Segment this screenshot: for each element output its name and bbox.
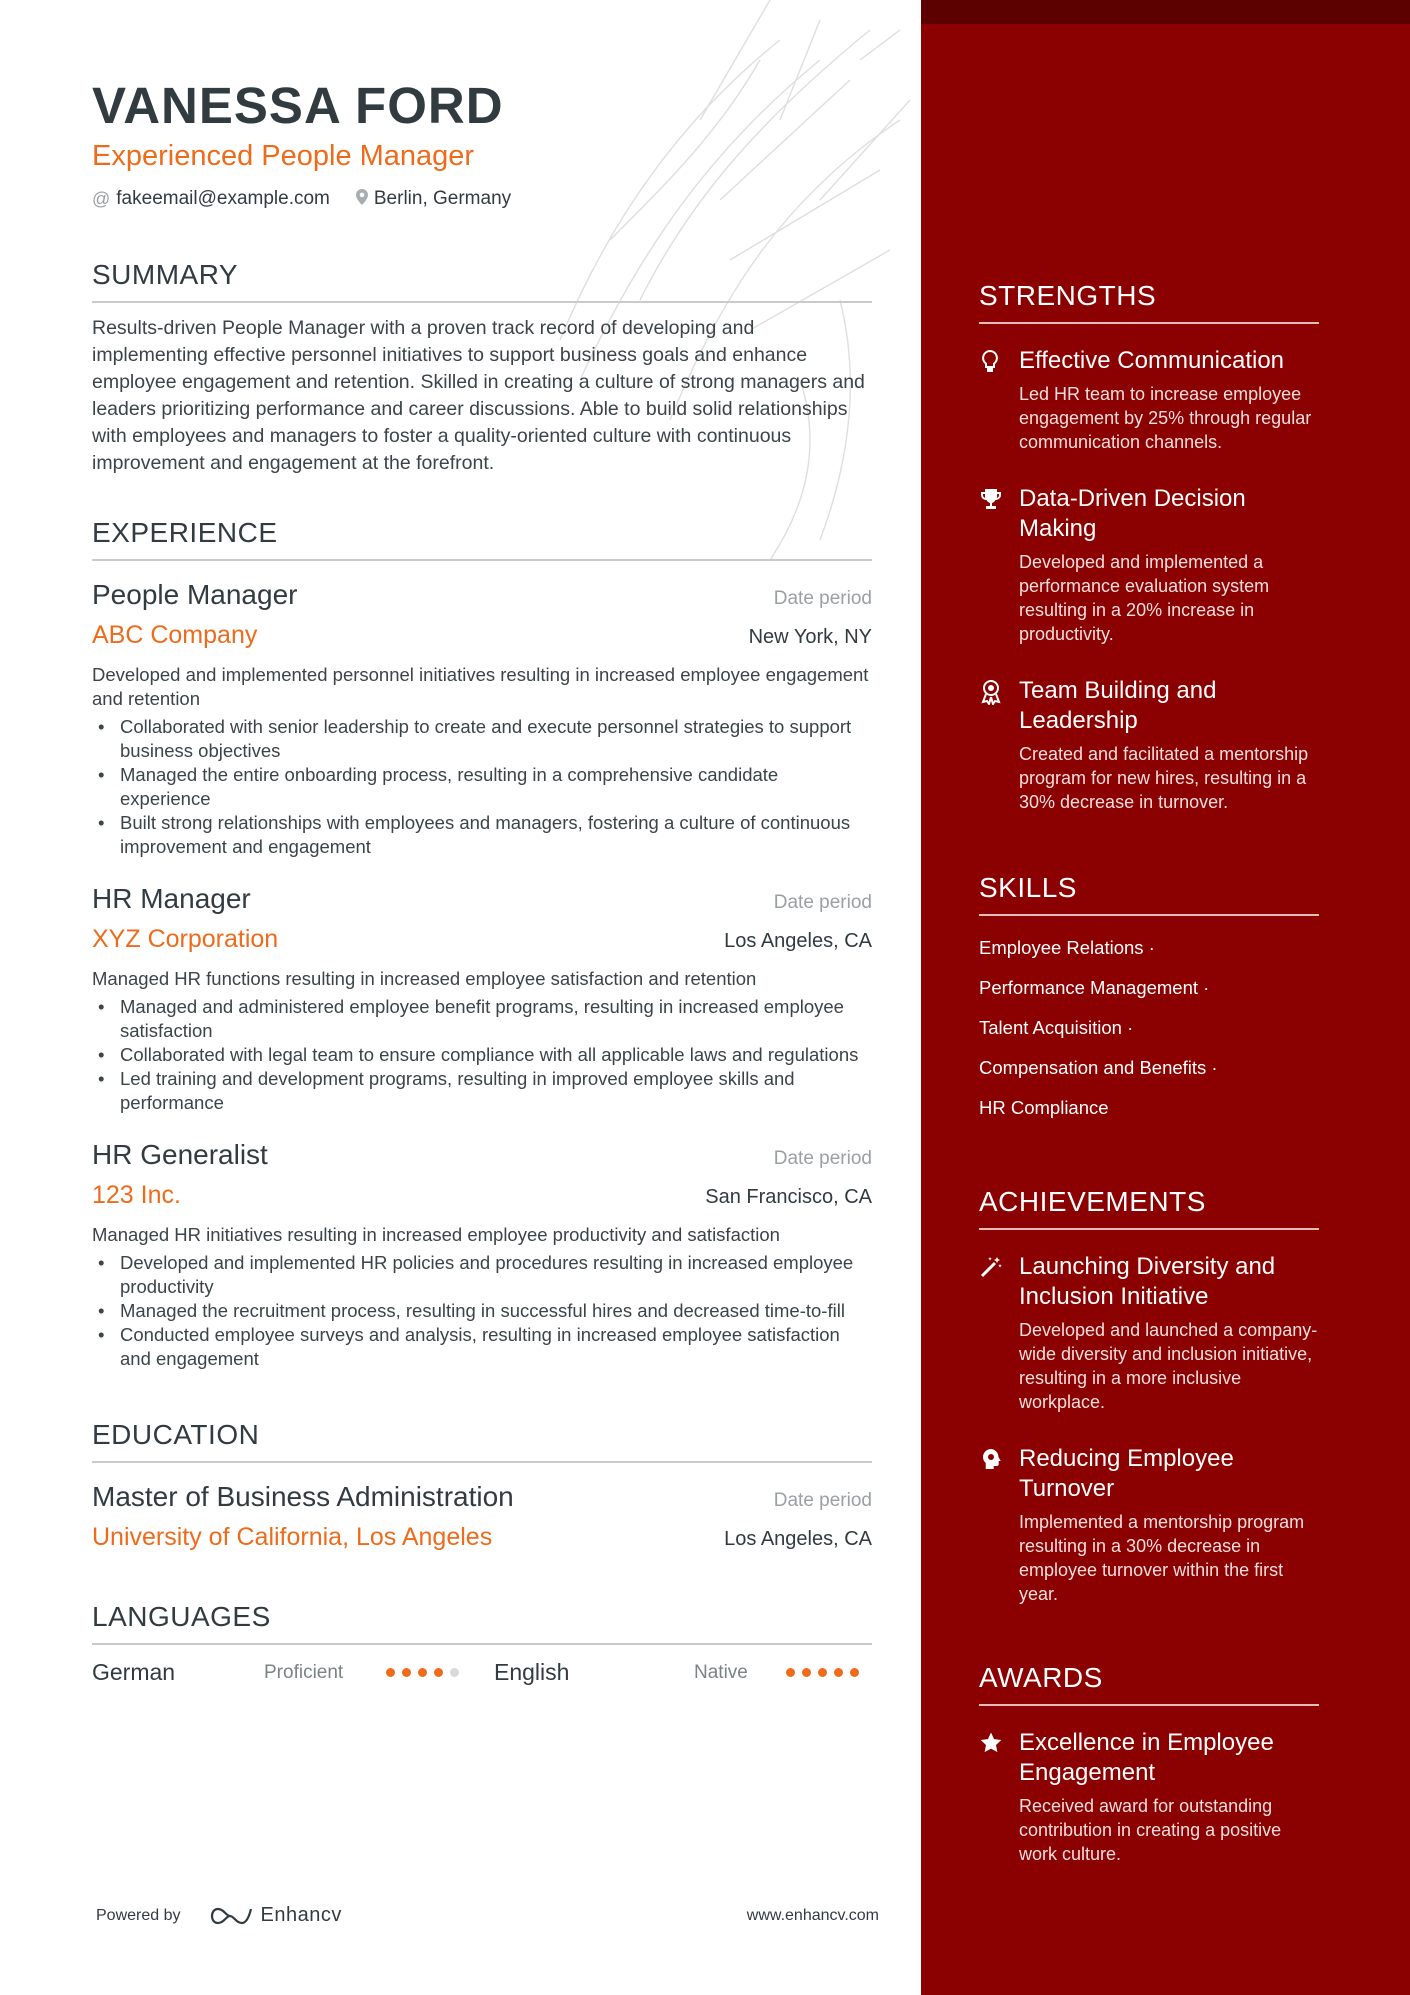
company-name: 123 Inc. <box>92 1181 181 1209</box>
education-title: EDUCATION <box>92 1417 872 1463</box>
school-location: Los Angeles, CA <box>724 1528 872 1550</box>
achievements-title: ACHIEVEMENTS <box>979 1184 1319 1230</box>
strengths-section <box>979 278 1319 814</box>
job-description: Managed HR functions resulting in increased employee satisfaction and retention <box>92 968 757 989</box>
rating-dot-filled <box>802 1668 811 1677</box>
job-bullets <box>92 1251 872 1371</box>
languages-section <box>92 1599 872 1686</box>
job-entry <box>92 881 872 1115</box>
award-description: Received award for outstanding contribution in creating a positive work culture. <box>1019 1796 1282 1864</box>
summary-text: Results-driven People Manager with a proven track record of developing and implementing effective personnel initiatives to support business goals and enhance employee engagement and retention. Skilled in creating a culture of strong managers and leaders prioritizing performance and career discussions. Able to build solid relationships with employees and managers to foster a quality-oriented culture with continuous improvement and engagement at the forefront. <box>92 317 865 474</box>
sidebar-top-bar <box>921 0 1410 24</box>
sidebar-content <box>979 278 1319 1866</box>
rating-dot-filled <box>850 1668 859 1677</box>
strength-item <box>979 676 1319 814</box>
strength-description: Developed and implemented a performance evaluation system resulting in a 20% increase in productivity. <box>1019 552 1270 644</box>
company-name: ABC Company <box>92 621 258 649</box>
strength-title: Data-Driven Decision Making <box>1019 485 1246 542</box>
skill-item: Compensation and Benefits · <box>979 1057 1218 1078</box>
rating-dot-filled <box>434 1668 443 1677</box>
achievement-item <box>979 1444 1319 1606</box>
company-name: XYZ Corporation <box>92 925 279 953</box>
education-section <box>92 1417 872 1553</box>
enhancv-logo-icon <box>207 1905 253 1927</box>
main-column <box>92 76 872 1686</box>
award-ribbon-icon <box>979 676 1019 814</box>
summary-title: SUMMARY <box>92 257 872 303</box>
language-level: Native <box>694 1661 748 1683</box>
job-bullet: • Developed and implemented HR policies and procedures resulting in increased employee productivity <box>92 1251 872 1299</box>
job-bullets <box>92 715 872 859</box>
achievement-title: Reducing Employee Turnover <box>1019 1445 1234 1502</box>
language-rating <box>386 1668 466 1677</box>
language-level: Proficient <box>264 1661 344 1683</box>
enhancv-brand-text: Enhancv <box>260 1904 342 1926</box>
email-contact[interactable] <box>92 188 330 210</box>
skill-item: Performance Management · <box>979 977 1210 998</box>
head-brain-icon <box>979 1444 1019 1606</box>
language-name: German <box>92 1659 176 1685</box>
language-item <box>494 1659 872 1686</box>
location-text: Berlin, Germany <box>373 188 512 209</box>
footer-url[interactable]: www.enhancv.com <box>746 1906 879 1924</box>
job-title: People Manager <box>92 579 298 610</box>
rating-dot-filled <box>386 1668 395 1677</box>
strength-title: Team Building and Leadership <box>1019 677 1217 734</box>
skills-title: SKILLS <box>979 870 1319 916</box>
job-bullet: • Managed and administered employee benefit programs, resulting in increased employee satisfaction <box>92 995 872 1043</box>
rating-dot-filled <box>402 1668 411 1677</box>
award-title: Excellence in Employee Engagement <box>1019 1729 1274 1786</box>
rating-dot-filled <box>786 1668 795 1677</box>
job-bullet: • Managed the entire onboarding process, resulting in a comprehensive candidate experience <box>92 763 872 811</box>
skills-section <box>979 870 1319 1128</box>
degree-name: Master of Business Administration <box>92 1481 514 1512</box>
strength-item <box>979 346 1319 454</box>
trophy-icon <box>979 484 1019 646</box>
job-bullet: • Collaborated with legal team to ensure compliance with all applicable laws and regulations <box>92 1043 872 1067</box>
email-text: fakeemail@example.com <box>116 188 330 209</box>
summary-section <box>92 257 872 477</box>
school-name: University of California, Los Angeles <box>92 1523 493 1551</box>
achievement-item <box>979 1252 1319 1414</box>
enhancv-logo[interactable] <box>207 1904 342 1927</box>
rating-dot-filled <box>818 1668 827 1677</box>
candidate-headline: Experienced People Manager <box>92 140 475 172</box>
job-location: New York, NY <box>748 626 872 648</box>
skill-item: Employee Relations · <box>979 937 1155 958</box>
job-bullet: • Conducted employee surveys and analysis, resulting in increased employee satisfaction and engagement <box>92 1323 872 1371</box>
awards-title: AWARDS <box>979 1660 1319 1706</box>
location-contact <box>356 188 511 210</box>
language-list <box>92 1659 872 1686</box>
achievements-section <box>979 1184 1319 1606</box>
education-date: Date period <box>773 1490 872 1511</box>
magic-wand-icon <box>979 1252 1019 1414</box>
job-bullet: • Managed the recruitment process, resulting in successful hires and decreased time-to-fill <box>92 1299 872 1323</box>
strengths-title: STRENGTHS <box>979 278 1319 324</box>
awards-section <box>979 1660 1319 1866</box>
job-date: Date period <box>773 892 872 913</box>
contact-info <box>92 188 872 210</box>
strength-description: Created and facilitated a mentorship program for new hires, resulting in a 30% decrease in turnover. <box>1019 744 1309 812</box>
languages-title: LANGUAGES <box>92 1599 872 1645</box>
rating-dot-filled <box>418 1668 427 1677</box>
sidebar <box>921 0 1410 1995</box>
job-entry <box>92 1137 872 1371</box>
at-sign-icon: @ <box>92 188 111 209</box>
skill-item: HR Compliance <box>979 1097 1109 1118</box>
language-rating <box>786 1668 866 1677</box>
strength-description: Led HR team to increase employee engagement by 25% through regular communication channels. <box>1019 384 1312 452</box>
job-bullet: • Led training and development programs, resulting in improved employee skills and performance <box>92 1067 872 1115</box>
footer <box>96 1904 879 1927</box>
job-bullet: • Collaborated with senior leadership to create and execute personnel strategies to support business objectives <box>92 715 872 763</box>
job-entry <box>92 577 872 859</box>
skill-item: Talent Acquisition · <box>979 1017 1134 1038</box>
achievement-description: Implemented a mentorship program resulting in a 30% decrease in employee turnover within the first year. <box>1019 1512 1305 1604</box>
job-description: Developed and implemented personnel initiatives resulting in increased employee engagement and retention <box>92 664 869 709</box>
strength-item <box>979 484 1319 646</box>
location-pin-icon <box>356 189 368 210</box>
achievement-description: Developed and launched a company-wide diversity and inclusion initiative, resulting in a more inclusive workplace. <box>1019 1320 1318 1412</box>
job-bullets <box>92 995 872 1115</box>
experience-title: EXPERIENCE <box>92 515 872 561</box>
job-bullet: • Built strong relationships with employees and managers, fostering a culture of continuous improvement and engagement <box>92 811 872 859</box>
job-title: HR Generalist <box>92 1139 268 1170</box>
skill-list <box>979 928 1319 1128</box>
candidate-name: VANESSA FORD <box>92 77 504 134</box>
job-date: Date period <box>773 1148 872 1169</box>
language-item <box>92 1659 470 1686</box>
job-title: HR Manager <box>92 883 251 914</box>
education-entry <box>92 1479 872 1553</box>
award-item <box>979 1728 1319 1866</box>
achievement-title: Launching Diversity and Inclusion Initiative <box>1019 1253 1276 1310</box>
job-location: San Francisco, CA <box>705 1186 872 1208</box>
strength-title: Effective Communication <box>1019 347 1285 374</box>
job-location: Los Angeles, CA <box>724 930 872 952</box>
job-date: Date period <box>773 588 872 609</box>
powered-by-label: Powered by <box>96 1906 181 1924</box>
star-icon <box>979 1728 1019 1866</box>
rating-dot-filled <box>834 1668 843 1677</box>
powered-by <box>96 1904 342 1927</box>
language-name: English <box>494 1659 570 1685</box>
experience-section <box>92 515 872 1371</box>
lightbulb-icon <box>979 346 1019 454</box>
job-description: Managed HR initiatives resulting in increased employee productivity and satisfaction <box>92 1224 780 1245</box>
rating-dot-empty <box>450 1668 459 1677</box>
